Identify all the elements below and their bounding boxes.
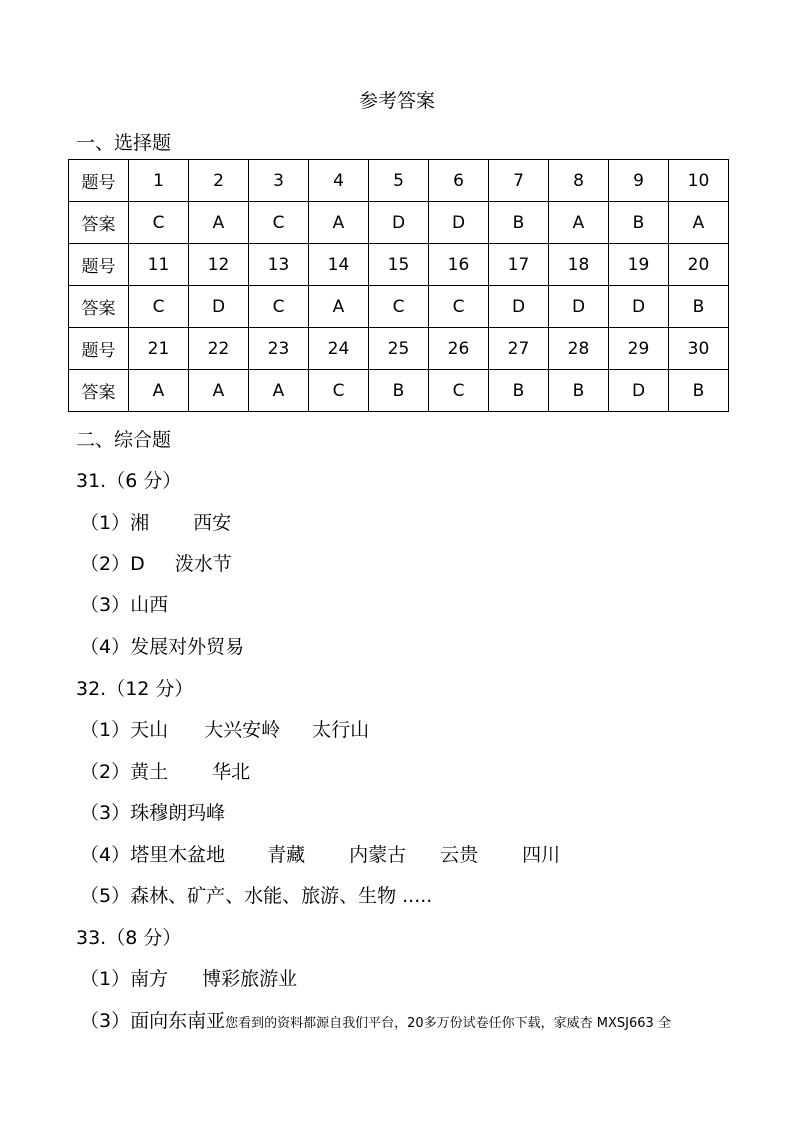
q31-answer-3 bbox=[80, 590, 168, 617]
row-label-number: 题号 bbox=[69, 244, 129, 286]
section-heading-comprehensive: 二、综合题 bbox=[76, 429, 172, 451]
answer-cell: A bbox=[669, 202, 729, 244]
q33-answer-1 bbox=[80, 964, 297, 991]
answer-cell: D bbox=[369, 202, 429, 244]
question-32-heading: 32.（12 分） bbox=[76, 678, 194, 700]
answer-cell: B bbox=[489, 202, 549, 244]
question-number-cell: 26 bbox=[429, 328, 489, 370]
table-row-question-numbers bbox=[69, 328, 729, 370]
answer-cell: C bbox=[429, 370, 489, 412]
q32-answer-2 bbox=[80, 757, 250, 784]
q32-answer-5 bbox=[80, 881, 432, 908]
answer-cell: B bbox=[489, 370, 549, 412]
item-number: （3） bbox=[80, 1010, 131, 1032]
question-number-cell: 27 bbox=[489, 328, 549, 370]
answer-cell: A bbox=[309, 202, 369, 244]
answer-text: 西安 bbox=[193, 512, 232, 534]
answer-cell: A bbox=[249, 370, 309, 412]
answer-cell: B bbox=[669, 286, 729, 328]
item-number: （4） bbox=[80, 844, 131, 866]
answer-cell: D bbox=[489, 286, 549, 328]
question-31-heading: 31.（6 分） bbox=[76, 470, 182, 492]
question-number-cell: 6 bbox=[429, 160, 489, 202]
item-number: （2） bbox=[80, 553, 131, 575]
question-number-cell: 4 bbox=[309, 160, 369, 202]
answer-cell: D bbox=[429, 202, 489, 244]
item-number: （1） bbox=[80, 968, 131, 990]
answer-cell: B bbox=[549, 370, 609, 412]
question-number-cell: 22 bbox=[189, 328, 249, 370]
item-number: （1） bbox=[80, 512, 131, 534]
question-number-cell: 2 bbox=[189, 160, 249, 202]
row-label-number: 题号 bbox=[69, 160, 129, 202]
question-number-cell: 10 bbox=[669, 160, 729, 202]
question-number-cell: 13 bbox=[249, 244, 309, 286]
question-number-cell: 8 bbox=[549, 160, 609, 202]
answer-cell: D bbox=[609, 370, 669, 412]
answer-text: 内蒙古 bbox=[349, 844, 407, 866]
answer-cell: B bbox=[669, 370, 729, 412]
item-number: （2） bbox=[80, 761, 131, 783]
answer-cell: D bbox=[549, 286, 609, 328]
answer-text: 森林、矿产、水能、旅游、生物 ..... bbox=[130, 885, 433, 907]
answer-cell: C bbox=[429, 286, 489, 328]
answer-text: 湘 bbox=[130, 512, 150, 534]
q32-answer-3 bbox=[80, 798, 225, 825]
question-number-cell: 15 bbox=[369, 244, 429, 286]
answer-cell: C bbox=[249, 202, 309, 244]
answer-cell: C bbox=[129, 286, 189, 328]
section-heading-choice: 一、选择题 bbox=[76, 132, 172, 154]
answer-cell: B bbox=[609, 202, 669, 244]
table-row-answers bbox=[69, 286, 729, 328]
question-number-cell: 23 bbox=[249, 328, 309, 370]
answer-text: 山西 bbox=[130, 594, 169, 616]
question-number-cell: 11 bbox=[129, 244, 189, 286]
item-number: （3） bbox=[80, 802, 131, 824]
table-row-answers bbox=[69, 370, 729, 412]
question-number-cell: 9 bbox=[609, 160, 669, 202]
q31-answer-1 bbox=[80, 508, 231, 535]
question-number-cell: 17 bbox=[489, 244, 549, 286]
row-label-answer: 答案 bbox=[69, 286, 129, 328]
answer-text: 青藏 bbox=[267, 844, 306, 866]
row-label-answer: 答案 bbox=[69, 202, 129, 244]
question-number-cell: 5 bbox=[369, 160, 429, 202]
question-number-cell: 3 bbox=[249, 160, 309, 202]
answer-cell: C bbox=[309, 370, 369, 412]
q33-answer-3 bbox=[80, 1006, 671, 1033]
answer-text: 面向东南亚 bbox=[130, 1010, 226, 1032]
question-number-cell: 24 bbox=[309, 328, 369, 370]
answer-cell: A bbox=[189, 202, 249, 244]
answer-text: 大兴安岭 bbox=[204, 719, 281, 741]
question-number-cell: 14 bbox=[309, 244, 369, 286]
answer-cell: A bbox=[549, 202, 609, 244]
answer-text: 华北 bbox=[212, 761, 251, 783]
question-number-cell: 16 bbox=[429, 244, 489, 286]
question-number-cell: 25 bbox=[369, 328, 429, 370]
question-number-cell: 30 bbox=[669, 328, 729, 370]
answer-text: D bbox=[130, 553, 145, 575]
answer-text: 太行山 bbox=[312, 719, 370, 741]
answer-text: 泼水节 bbox=[174, 553, 232, 575]
item-number: （1） bbox=[80, 719, 131, 741]
row-label-answer: 答案 bbox=[69, 370, 129, 412]
question-number-cell: 1 bbox=[129, 160, 189, 202]
watermark-note: 您看到的资料都源自我们平台，20多万份试卷任你下载，家威杏 MXSJ663 全 bbox=[225, 1016, 671, 1031]
row-label-number: 题号 bbox=[69, 328, 129, 370]
item-number: （5） bbox=[80, 885, 131, 907]
question-number-cell: 29 bbox=[609, 328, 669, 370]
answer-cell: D bbox=[189, 286, 249, 328]
question-number-cell: 19 bbox=[609, 244, 669, 286]
question-33-heading: 33.（8 分） bbox=[76, 927, 182, 949]
question-number-cell: 7 bbox=[489, 160, 549, 202]
answer-cell: C bbox=[129, 202, 189, 244]
q31-answer-2 bbox=[80, 549, 232, 576]
q32-answer-1 bbox=[80, 715, 369, 742]
table-row-question-numbers bbox=[69, 160, 729, 202]
answer-cell: D bbox=[609, 286, 669, 328]
item-number: （3） bbox=[80, 594, 131, 616]
q32-answer-4 bbox=[80, 840, 560, 867]
table-row-answers bbox=[69, 202, 729, 244]
answer-text: 天山 bbox=[130, 719, 169, 741]
table-row-question-numbers bbox=[69, 244, 729, 286]
item-number: （4） bbox=[80, 636, 131, 658]
question-number-cell: 21 bbox=[129, 328, 189, 370]
answer-cell: C bbox=[249, 286, 309, 328]
answer-text: 发展对外贸易 bbox=[130, 636, 245, 658]
page-title: 参考答案 bbox=[358, 90, 435, 112]
q31-answer-4 bbox=[80, 632, 244, 659]
answer-cell: B bbox=[369, 370, 429, 412]
question-number-cell: 12 bbox=[189, 244, 249, 286]
answer-cell: C bbox=[369, 286, 429, 328]
answer-text: 南方 bbox=[130, 968, 169, 990]
answer-cell: A bbox=[129, 370, 189, 412]
answer-cell: A bbox=[309, 286, 369, 328]
answer-text: 珠穆朗玛峰 bbox=[130, 802, 226, 824]
question-number-cell: 18 bbox=[549, 244, 609, 286]
question-number-cell: 28 bbox=[549, 328, 609, 370]
answer-text: 博彩旅游业 bbox=[202, 968, 298, 990]
answer-text: 黄土 bbox=[130, 761, 169, 783]
answer-text: 云贵 bbox=[440, 844, 479, 866]
answer-table bbox=[68, 159, 729, 412]
answer-text: 四川 bbox=[522, 844, 561, 866]
answer-cell: A bbox=[189, 370, 249, 412]
answer-text: 塔里木盆地 bbox=[130, 844, 226, 866]
question-number-cell: 20 bbox=[669, 244, 729, 286]
